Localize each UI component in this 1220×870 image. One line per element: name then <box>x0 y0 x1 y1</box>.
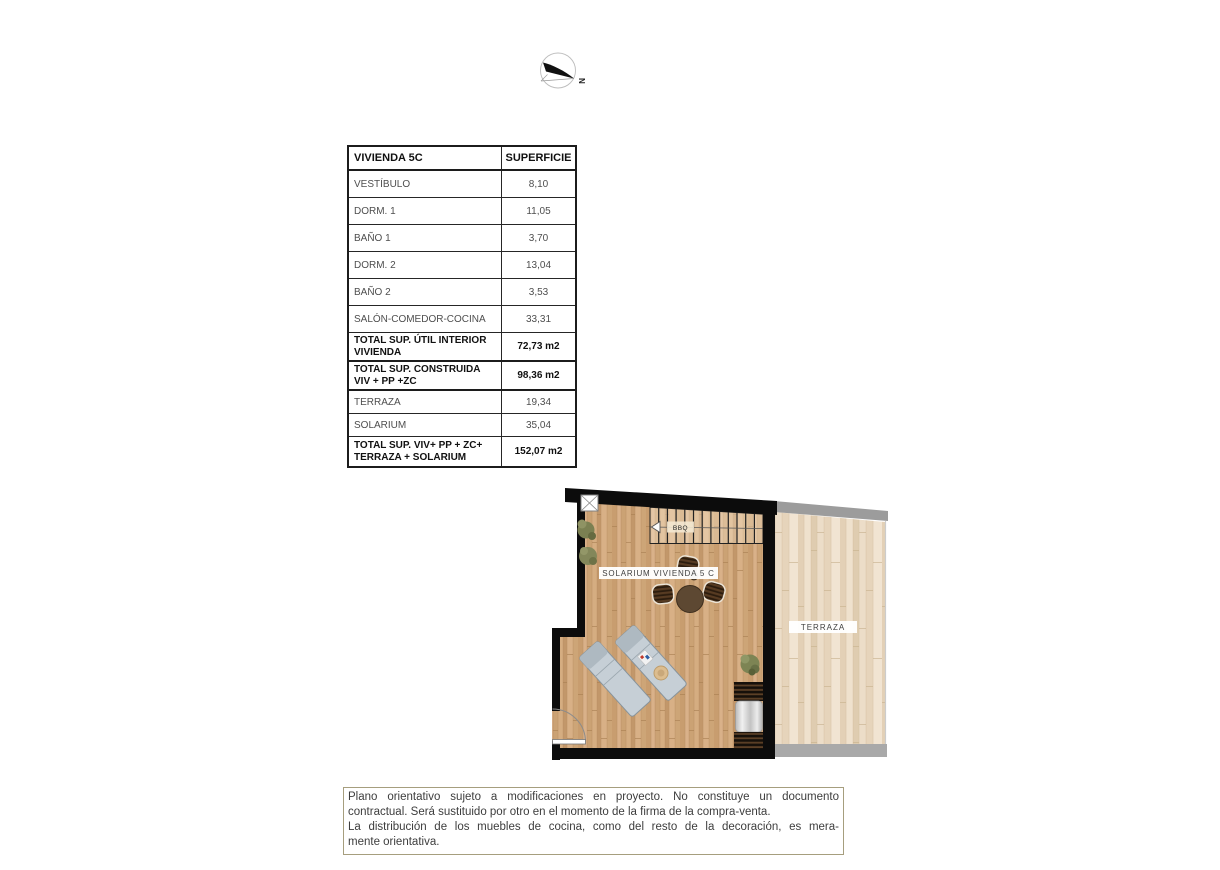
table-row <box>349 252 575 279</box>
table-row-total <box>349 333 575 362</box>
slatted-mat <box>734 682 763 701</box>
table-header-dwelling: VIVIENDA 5C <box>349 147 502 169</box>
door-leaf <box>553 740 586 745</box>
north-label: N <box>577 78 586 84</box>
table-row <box>349 225 575 252</box>
disclaimer-line: La distribución de los muebles de cocina, como del resto de la decoración, es mera- <box>348 820 839 833</box>
round-table <box>677 586 704 613</box>
total-label: TOTAL SUP. CONSTRUIDA VIV + PP +ZC <box>349 362 502 389</box>
room-area: 35,04 <box>525 419 552 431</box>
table-row <box>349 414 575 437</box>
barrel-chair <box>652 583 675 604</box>
room-area: 19,34 <box>525 396 552 408</box>
rolled-towel-unit <box>736 701 763 732</box>
room-area: 3,53 <box>528 286 549 298</box>
total-area: 72,73 m2 <box>517 340 560 352</box>
room-label: DORM. 1 <box>349 198 502 224</box>
room-area: 13,04 <box>525 259 552 271</box>
total-label: TOTAL SUP. VIV+ PP + ZC+ TERRAZA + SOLARIUM <box>349 437 502 466</box>
shaft-x-icon <box>581 495 598 511</box>
disclaimer-box <box>343 787 844 855</box>
disclaimer-line: Plano orientativo sujeto a modificaciones en proyecto. No constituye un documento <box>348 791 839 803</box>
table-row <box>349 391 575 414</box>
wall-bottom <box>552 748 775 759</box>
wall-notch <box>552 628 585 637</box>
table-row <box>349 171 575 198</box>
room-area: 11,05 <box>526 205 551 217</box>
table-row-total <box>349 437 575 466</box>
disclaimer-line: mente orientativa. <box>348 835 440 848</box>
table-row <box>349 198 575 225</box>
slatted-mat <box>734 732 763 749</box>
disclaimer-line: contractual. Será sustituido por otro en el momento de la firma de la compra-venta. <box>348 805 771 818</box>
wall-right <box>763 509 775 759</box>
room-area: 33,31 <box>525 313 552 325</box>
total-label: TOTAL SUP. ÚTIL INTERIOR VIVIENDA <box>349 333 502 360</box>
table-header-row <box>349 147 575 171</box>
room-label: SOLARIUM <box>349 414 502 436</box>
table-row-total <box>349 362 575 391</box>
room-label: BAÑO 1 <box>349 225 502 251</box>
table-row <box>349 306 575 333</box>
wall-left-lower <box>552 636 560 711</box>
room-area: 3,70 <box>528 232 549 244</box>
table-header-surface: SUPERFICIE <box>505 152 572 164</box>
terraza-label: TERRAZA <box>800 623 846 632</box>
surface-area-table <box>347 145 577 468</box>
solarium-label: SOLARIUM VIVIENDA 5 C <box>602 569 715 578</box>
total-area: 98,36 m2 <box>517 369 560 381</box>
sun-hat <box>654 666 668 680</box>
total-area: 152,07 m2 <box>514 445 563 457</box>
compass-needle <box>543 63 574 79</box>
room-label: VESTÍBULO <box>349 171 502 197</box>
floor-plan <box>546 484 896 766</box>
room-label: TERRAZA <box>349 391 502 413</box>
stairs-label: BBQ <box>672 525 689 532</box>
terraza-bottom-band <box>774 744 887 757</box>
room-label: DORM. 2 <box>349 252 502 278</box>
room-area: 8,10 <box>528 178 549 190</box>
room-label: SALÓN-COMEDOR-COCINA <box>349 306 502 332</box>
solarium-label-strip <box>599 567 718 579</box>
compass-rose-icon <box>524 48 596 96</box>
table-row <box>349 279 575 306</box>
terraza-label-strip <box>789 621 857 633</box>
room-label: BAÑO 2 <box>349 279 502 305</box>
